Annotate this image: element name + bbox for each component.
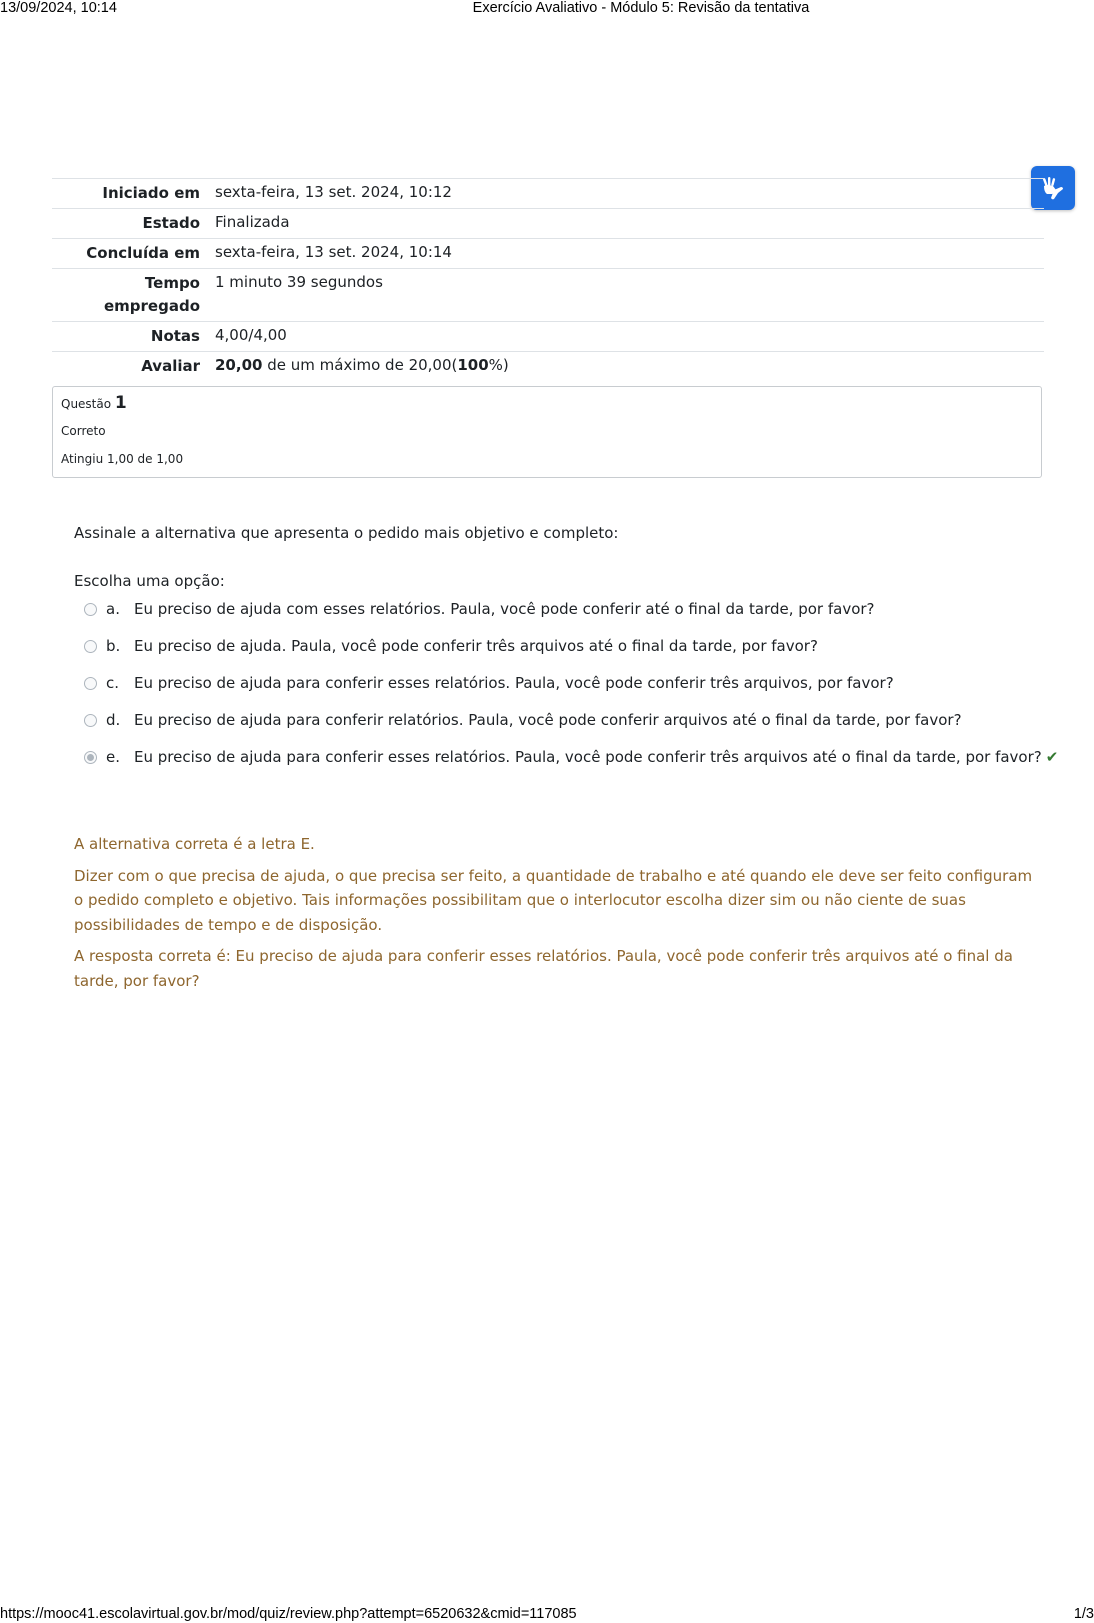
time-label-line1: Tempo (144, 274, 200, 292)
question-number-value: 1 (114, 393, 127, 413)
print-url: https://mooc41.escolavirtual.gov.br/mod/quiz/review.php?attempt=6520632&cmid=117085 (0, 1606, 577, 1622)
feedback-block (74, 832, 1034, 1000)
time-label (52, 269, 208, 322)
print-datetime: 13/09/2024, 10:14 (0, 0, 117, 16)
question-text: Assinale a alternativa que apresenta o pedido mais objetivo e completo: (74, 524, 619, 542)
grade-value (208, 352, 1044, 382)
answer-text-value: Eu preciso de ajuda para conferir esses relatórios. Paula, você pode conferir três arquivos até o final da tarde, por favor? (134, 748, 1042, 766)
print-footer (0, 1606, 1094, 1622)
answer-text: Eu preciso de ajuda. Paula, você pode conferir três arquivos até o final da tarde, por favor? (134, 637, 818, 655)
time-label-line2: empregado (103, 297, 200, 315)
summary-row-grade (52, 352, 1044, 382)
radio-e-selected[interactable] (84, 751, 97, 764)
marks-value: 4,00/4,00 (215, 326, 287, 344)
summary-row-started (52, 179, 1044, 209)
summary-row-marks (52, 322, 1044, 352)
attempt-summary-table (52, 178, 1044, 381)
answer-letter: b. (106, 637, 121, 655)
started-value: sexta-feira, 13 set. 2024, 10:12 (215, 183, 452, 201)
time-value: 1 minuto 39 segundos (215, 273, 383, 291)
feedback-explanation: Dizer com o que precisa de ajuda, o que precisa ser feito, a quantidade de trabalho e até quando ele deve ser feito configuram o pedido completo e objetivo. Tais informações possibilitam que o interlocutor escolha dizer sim ou não ciente de suas possibilidades de tempo e de disposição. (74, 866, 1033, 934)
answer-letter: d. (106, 711, 121, 729)
answer-text: Eu preciso de ajuda com esses relatórios. Paula, você pode conferir até o final da tarde, por favor? (134, 600, 875, 618)
feedback-right-answer: A resposta correta é: Eu preciso de ajuda para conferir esses relatórios. Paula, você pode conferir três arquivos até o final da tarde, por favor? (74, 947, 1013, 990)
summary-row-completed (52, 239, 1044, 269)
answer-letter: e. (106, 748, 120, 766)
state-label: Estado (142, 214, 200, 232)
question-number (61, 393, 127, 413)
answer-letter: c. (106, 674, 120, 692)
radio-b[interactable] (84, 640, 97, 653)
radio-a[interactable] (84, 603, 97, 616)
feedback-correct-letter: A alternativa correta é a letra E. (74, 835, 315, 853)
grade-score: 20,00 (215, 356, 263, 374)
answer-prompt: Escolha uma opção: (74, 572, 225, 590)
radio-c[interactable] (84, 677, 97, 690)
print-header (0, 0, 1094, 16)
question-grade: Atingiu 1,00 de 1,00 (61, 452, 184, 466)
summary-row-state (52, 209, 1044, 239)
radio-d[interactable] (84, 714, 97, 727)
completed-value: sexta-feira, 13 set. 2024, 10:14 (215, 243, 452, 261)
print-page-number: 1/3 (1073, 1606, 1094, 1622)
grade-percent: 100 (457, 356, 489, 374)
grade-percent-sign: %) (488, 356, 509, 374)
grade-max-text: de um máximo de 20,00( (267, 356, 458, 374)
question-state: Correto (61, 424, 106, 438)
summary-row-time (52, 269, 1044, 322)
correct-check-icon: ✔ (1045, 748, 1059, 766)
grade-label: Avaliar (141, 357, 200, 375)
answer-text (134, 748, 1058, 766)
print-page-title: Exercício Avaliativo - Módulo 5: Revisão da tentativa (472, 0, 810, 16)
state-value: Finalizada (215, 213, 290, 231)
completed-label: Concluída em (86, 244, 200, 262)
question-label: Questão (61, 397, 112, 411)
started-label: Iniciado em (102, 184, 200, 202)
answer-text: Eu preciso de ajuda para conferir esses relatórios. Paula, você pode conferir três arquivos, por favor? (134, 674, 894, 692)
question-info-box (52, 386, 1042, 478)
marks-label: Notas (150, 327, 200, 345)
answer-text: Eu preciso de ajuda para conferir relatórios. Paula, você pode conferir arquivos até o final da tarde, por favor? (134, 711, 962, 729)
answer-letter: a. (106, 600, 120, 618)
